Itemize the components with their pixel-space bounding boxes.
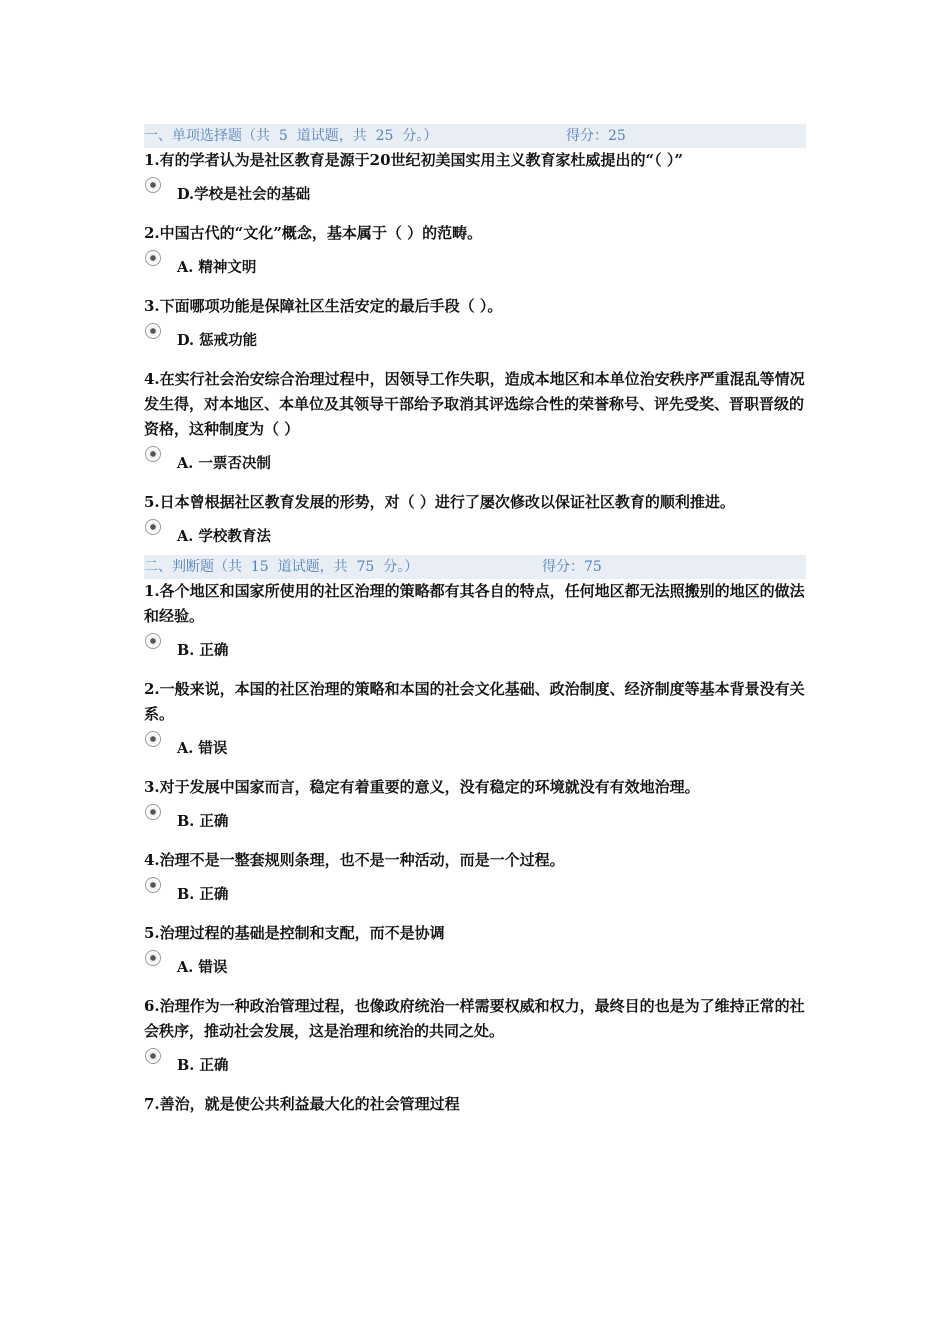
answer-row: [144, 946, 806, 978]
radio-selected-icon[interactable]: [145, 177, 161, 193]
section-title: 一、单项选择题（共 5 道试题，共 25 分。）: [144, 128, 438, 144]
answer-text: A. 精神文明: [177, 259, 257, 276]
answer-text: A. 学校教育法: [177, 528, 271, 545]
answer-row: [144, 629, 806, 661]
question: [144, 294, 806, 319]
section-header: [144, 124, 806, 148]
answer-row: [144, 319, 806, 351]
question-text: 1.各个地区和国家所使用的社区治理的策略都有其各自的特点，任何地区都无法照搬别的地区的做法和经验。: [144, 582, 805, 625]
answer-text: B. 正确: [177, 642, 229, 659]
answer-text: D.学校是社会的基础: [177, 186, 311, 203]
question-text: 4.在实行社会治安综合治理过程中，因领导工作失职，造成本地区和本单位治安秩序严重混乱等情况发生得，对本地区、本单位及其领导干部给予取消其评选综合性的荣誉称号、评先受奖、晋职晋级的资格，这种制度为（ ）: [144, 370, 805, 438]
answer-row: [144, 442, 806, 474]
answer-row: [144, 515, 806, 547]
question-text: 7.善治，就是使公共利益最大化的社会管理过程: [144, 1095, 460, 1113]
question: [144, 994, 806, 1044]
question-text: 2.一般来说，本国的社区治理的策略和本国的社会文化基础、政治制度、经济制度等基本背景没有关系。: [144, 680, 805, 723]
question-text: 5.治理过程的基础是控制和支配，而不是协调: [144, 924, 445, 942]
radio-selected-icon[interactable]: [145, 1048, 161, 1064]
section-title: 二、判断题（共 15 道试题，共 75 分。）: [144, 559, 419, 575]
radio-selected-icon[interactable]: [145, 633, 161, 649]
section-header: [144, 555, 806, 579]
radio-selected-icon[interactable]: [145, 877, 161, 893]
answer-row: [144, 173, 806, 205]
answer-row: [144, 873, 806, 905]
radio-selected-icon[interactable]: [145, 804, 161, 820]
question-text: 3.下面哪项功能是保障社区生活安定的最后手段（ ）。: [144, 297, 503, 315]
radio-selected-icon[interactable]: [145, 731, 161, 747]
question: [144, 775, 806, 800]
radio-selected-icon[interactable]: [145, 950, 161, 966]
question-text: 1.有的学者认为是社区教育是源于20世纪初美国实用主义教育家杜威提出的“（ ）”: [144, 151, 684, 169]
question: [144, 367, 806, 442]
question: [144, 1092, 806, 1117]
radio-selected-icon[interactable]: [145, 323, 161, 339]
answer-text: D. 惩戒功能: [177, 332, 258, 349]
answer-text: A. 错误: [177, 959, 228, 976]
question: [144, 221, 806, 246]
answer-row: [144, 246, 806, 278]
exam-page: [144, 124, 806, 1117]
answer-row: [144, 800, 806, 832]
question: [144, 490, 806, 515]
radio-selected-icon[interactable]: [145, 250, 161, 266]
question: [144, 848, 806, 873]
answer-text: B. 正确: [177, 1057, 229, 1074]
answer-row: [144, 1044, 806, 1076]
question: [144, 579, 806, 629]
question-text: 2.中国古代的“文化”概念，基本属于（ ）的范畴。: [144, 224, 483, 242]
answer-text: B. 正确: [177, 813, 229, 830]
section-score: 得分：25: [566, 128, 626, 144]
answer-text: A. 错误: [177, 740, 228, 757]
radio-selected-icon[interactable]: [145, 446, 161, 462]
answer-row: [144, 727, 806, 759]
question: [144, 148, 806, 173]
question: [144, 677, 806, 727]
answer-text: B. 正确: [177, 886, 229, 903]
question-text: 6.治理作为一种政治管理过程，也像政府统治一样需要权威和权力，最终目的也是为了维持正常的社会秩序，推动社会发展，这是治理和统治的共同之处。: [144, 997, 805, 1040]
answer-text: A. 一票否决制: [177, 455, 271, 472]
question-text: 3.对于发展中国家而言，稳定有着重要的意义，没有稳定的环境就没有有效地治理。: [144, 778, 700, 796]
question-text: 4.治理不是一整套规则条理，也不是一种活动，而是一个过程。: [144, 851, 565, 869]
question-text: 5.日本曾根据社区教育发展的形势，对（ ）进行了屡次修改以保证社区教育的顺利推进。: [144, 493, 735, 511]
question: [144, 921, 806, 946]
radio-selected-icon[interactable]: [145, 519, 161, 535]
section-score: 得分：75: [542, 559, 602, 575]
